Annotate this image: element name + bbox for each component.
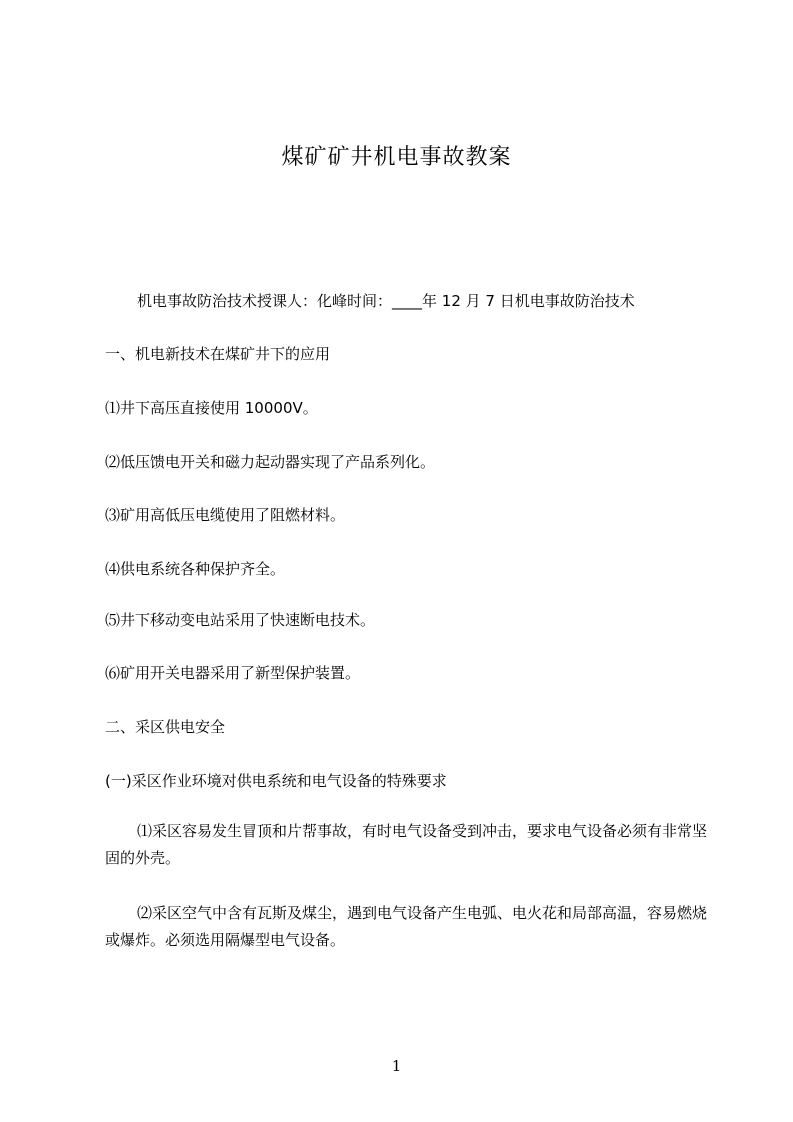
list-item: ⑸井下移动变电站采用了快速断电技术。 <box>105 611 376 629</box>
section-heading-2: 二、采区供电安全 <box>105 718 226 736</box>
section-heading-1: 一、机电新技术在煤矿井下的应用 <box>105 345 331 363</box>
body-paragraph: ⑵采区空气中含有瓦斯及煤尘，遇到电气设备产生电弧、电火花和局部高温，容易燃烧或爆炸。必须选用隔爆型电气设备。 <box>105 904 708 949</box>
list-item: ⑵低压馈电开关和磁力起动器实现了产品系列化。 <box>105 453 436 471</box>
page-number: 1 <box>391 1057 402 1075</box>
list-item: ⑶矿用高低压电缆使用了阻燃材料。 <box>105 506 346 524</box>
body-paragraph: ⑴采区容易发生冒顶和片帮事故，有时电气设备受到冲击，要求电气设备必须有非常坚固的外壳。 <box>105 822 708 867</box>
intro-paragraph: 机电事故防治技术授课人：化峰时间：____年 12 月 7 日机电事故防治技术 <box>137 292 635 310</box>
list-item: ⑴井下高压直接使用 10000V。 <box>105 399 318 417</box>
list-item: ⑹矿用开关电器采用了新型保护装置。 <box>105 664 361 682</box>
list-item: ⑷供电系统各种保护齐全。 <box>105 560 286 578</box>
document-title: 煤矿矿井机电事故教案 <box>281 145 512 170</box>
subsection-heading: (一)采区作业环境对供电系统和电气设备的特殊要求 <box>105 772 447 790</box>
